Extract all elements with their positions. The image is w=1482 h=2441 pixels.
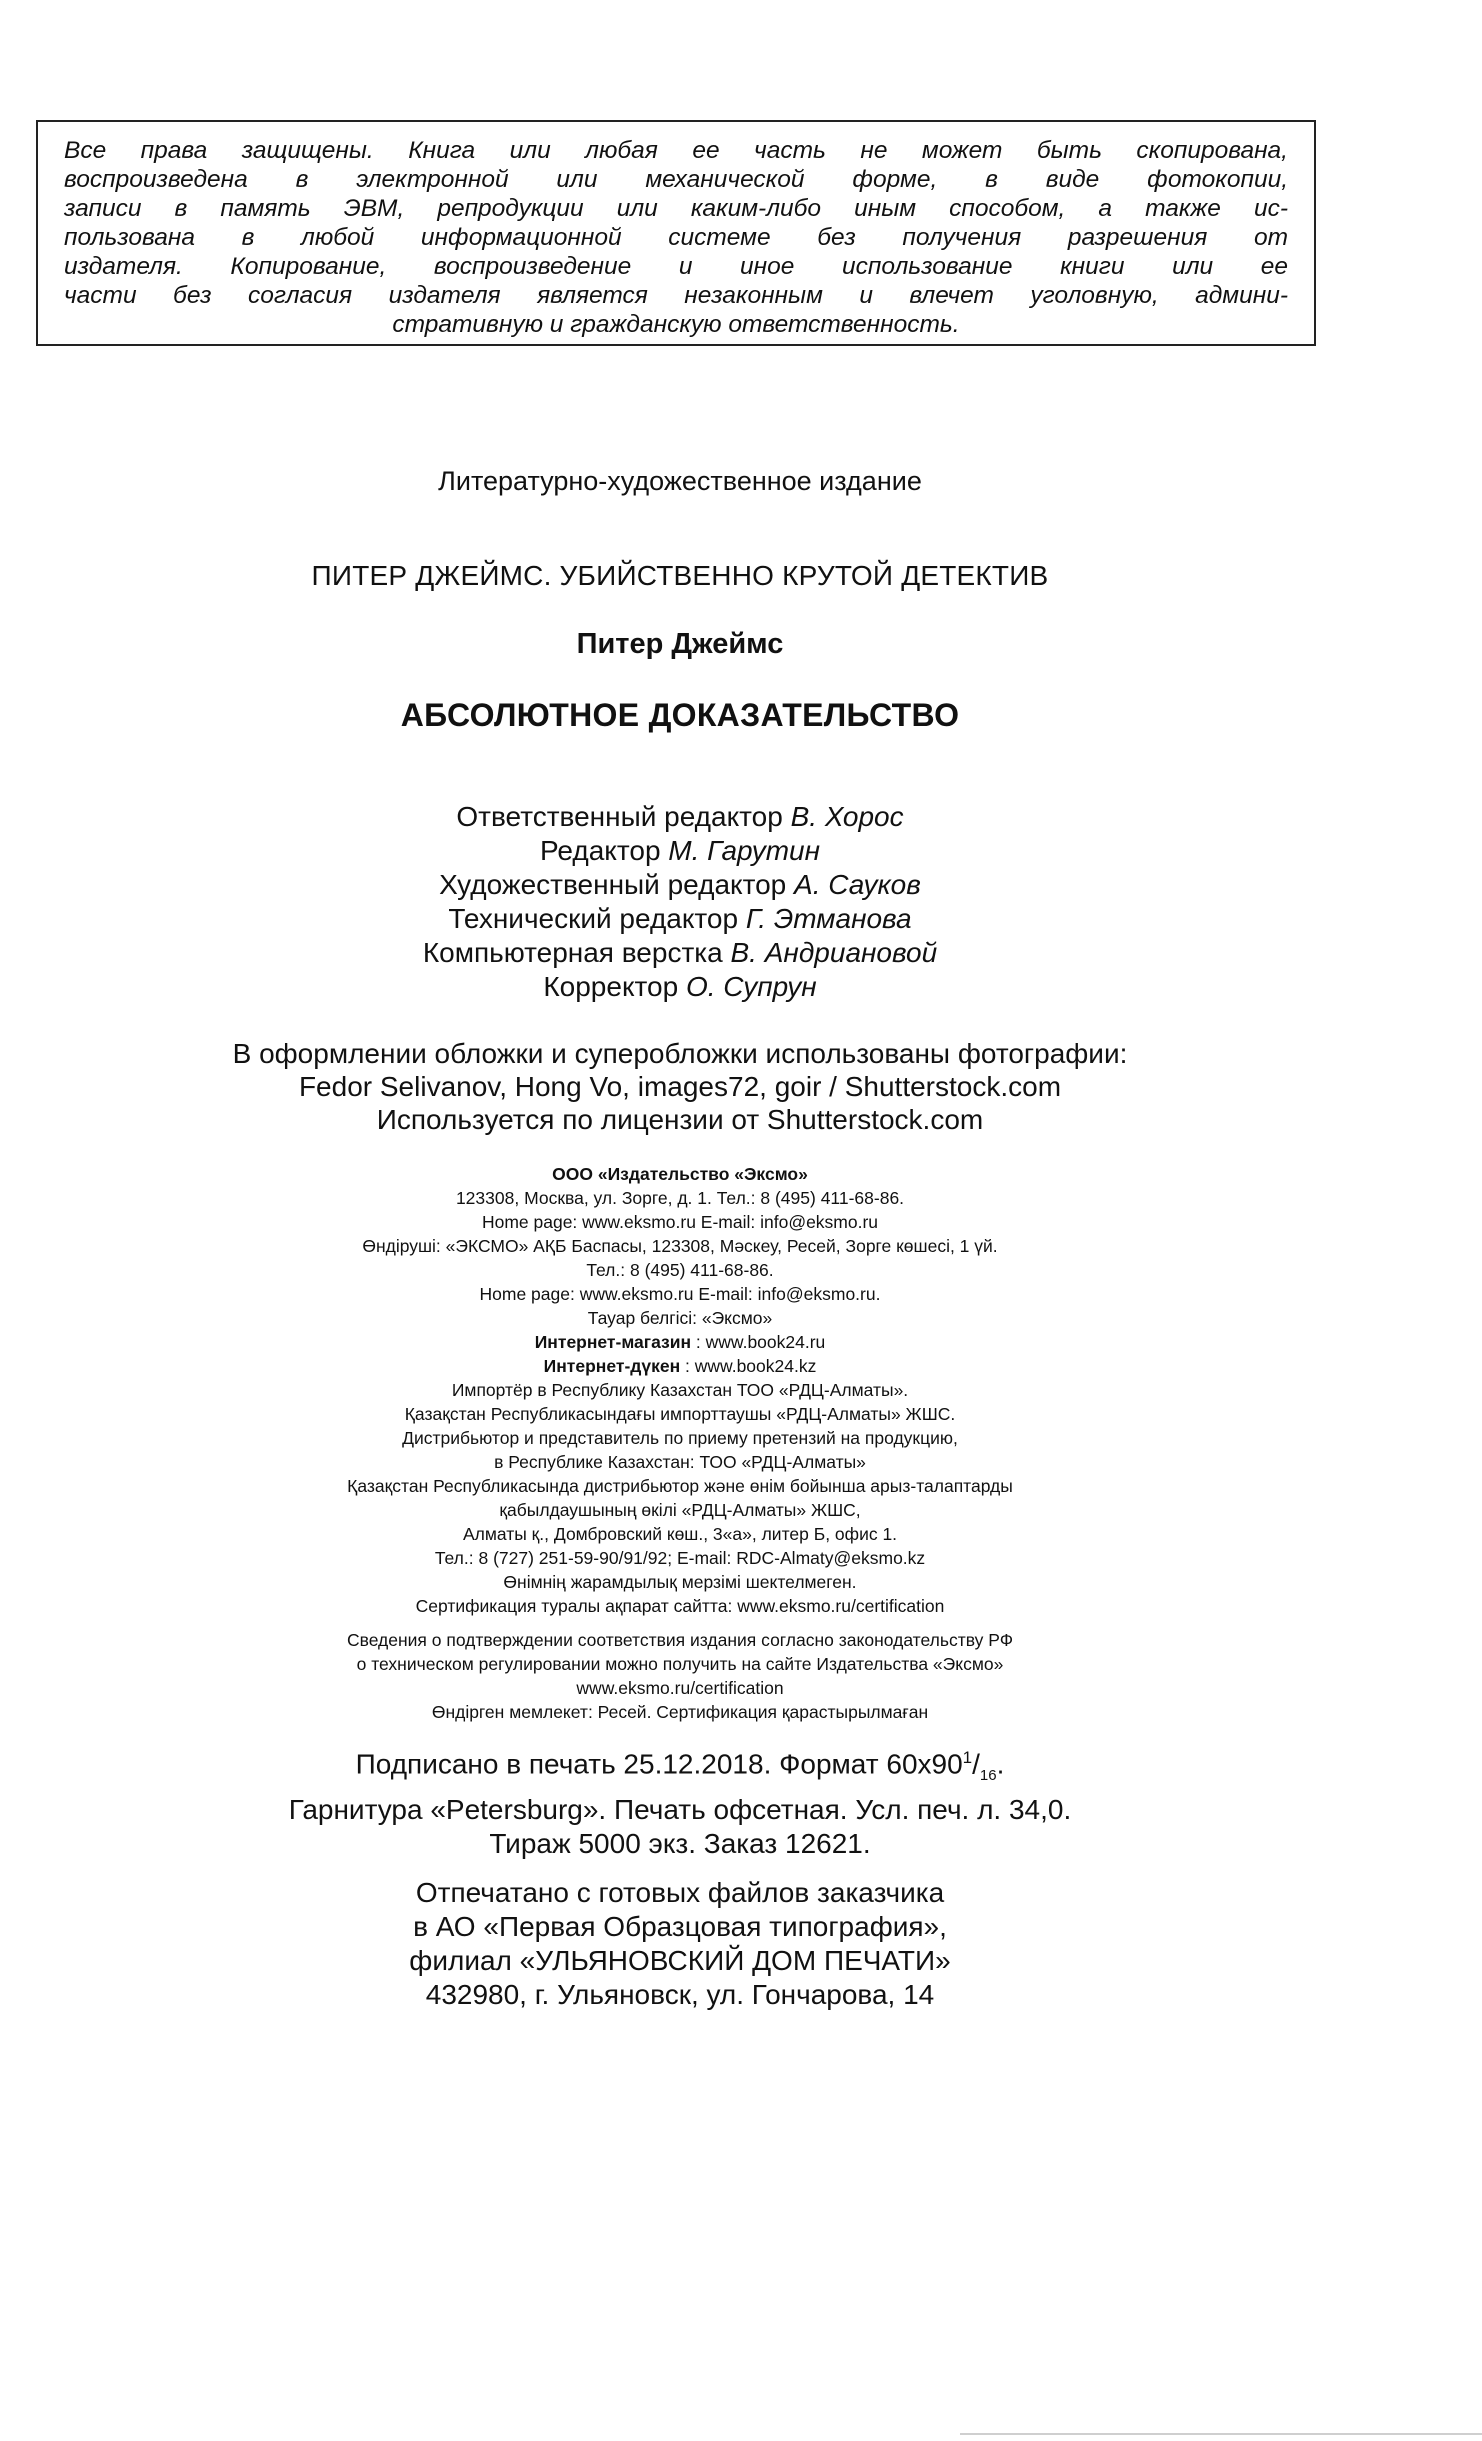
distributor: в Республике Казахстан: ТОО «РДЦ-Алматы» (494, 1452, 866, 1472)
distributor: Дистрибьютор и представитель по приему претензий на продукцию, (402, 1428, 958, 1448)
signed-to-print: Подписано в печать 25.12.2018. Формат $60х90^1/_{16}$. (355, 1748, 1005, 1784)
rights-line: издателя. Копирование, воспроизведение и иное использование книги или ее (64, 253, 1288, 280)
print-info (0, 1741, 1360, 1861)
credit-role: Компьютерная верстка (422, 937, 723, 968)
credit-name: В. Андриановой (730, 937, 938, 968)
kz-address: Алматы қ., Домбровский көш., 3«а», литер Б, офис 1. (462, 1524, 898, 1544)
credit-role: Ответственный редактор (456, 801, 783, 832)
rights-line: воспроизведена в электронной или механической форме, в виде фотокопии, (64, 166, 1288, 193)
credit-line (0, 970, 1360, 1004)
book-title: АБСОЛЮТНОЕ ДОКАЗАТЕЛЬСТВО (400, 697, 960, 733)
kz-web-email: Home page: www.eksmo.ru E-mail: info@eksmo.ru. (479, 1284, 881, 1304)
origin-country: Өндірген мемлекет: Ресей. Сертификация қарастырылмаған (431, 1702, 929, 1722)
photo-credits (0, 1037, 1360, 1136)
kz-distributor: Қазақстан Республикасында дистрибьютор және өнім бойынша арыз-талаптарды (347, 1476, 1013, 1496)
series-title: ПИТЕР ДЖЕЙМС. УБИЙСТВЕННО КРУТОЙ ДЕТЕКТИВ (311, 560, 1049, 591)
certification-kz: Сертификация туралы ақпарат сайтта: www.eksmo.ru/certification (415, 1596, 945, 1616)
credit-line (0, 936, 1360, 970)
typeface-info: Гарнитура «Petersburg». Печать офсетная. Усл. печ. л. 34,0. (288, 1793, 1072, 1825)
kz-importer: Қазақстан Республикасындағы импорттаушы «РДЦ-Алматы» ЖШС. (404, 1404, 956, 1424)
printer-line: в АО «Первая Образцовая типография», (413, 1911, 947, 1942)
printer-line: филиал «УЛЬЯНОВСКИЙ ДОМ ПЕЧАТИ» (409, 1945, 951, 1976)
publisher-address: 123308, Москва, ул. Зорге, д. 1. Тел.: 8 (495) 411-68-86. (455, 1188, 905, 1208)
rights-line: части без согласия издателя является незаконным и влечет уголовную, админи- (64, 282, 1288, 309)
conformity-info: Сведения о подтверждении соответствия издания согласно законодательству РФ (346, 1630, 1014, 1650)
printer-line: Отпечатано с готовых файлов заказчика (415, 1877, 945, 1908)
credit-role: Художественный редактор (439, 869, 787, 900)
credit-line (0, 800, 1360, 834)
trademark: Тауар белгісі: «Эксмо» (587, 1308, 773, 1328)
rights-line: стративную и гражданскую ответственность. (392, 311, 960, 338)
kz-contacts: Тел.: 8 (727) 251-59-90/91/92; E-mail: RDC-Almaty@eksmo.kz (434, 1548, 926, 1568)
credits-block (0, 800, 1360, 1004)
credit-role: Редактор (539, 835, 661, 866)
credit-name: М. Гарутин (668, 835, 820, 866)
credit-name: Г. Этманова (745, 903, 912, 934)
shelf-life: Өнімнің жарамдылық мерзімі шектелмеген. (503, 1572, 857, 1592)
credit-role: Корректор (543, 971, 679, 1002)
online-shop: Интернет-магазин : www.book24.ru (534, 1332, 826, 1352)
conformity-url: www.eksmo.ru/certification (576, 1678, 784, 1698)
photo-credits-line: Fedor Selivanov, Hong Vo, images72, goir / Shutterstock.com (298, 1071, 1062, 1102)
photo-credits-line: Используется по лицензии от Shutterstock.com (376, 1104, 984, 1135)
importer: Импортёр в Республику Казахстан ТОО «РДЦ-Алматы». (451, 1380, 909, 1400)
kz-distributor: қабылдаушының өкілі «РДЦ-Алматы» ЖШС, (499, 1500, 861, 1520)
rights-line: Все права защищены. Книга или любая ее часть не может быть скопирована, (64, 137, 1288, 164)
credit-name: А. Сауков (794, 869, 921, 900)
author-name: Питер Джеймс (576, 628, 784, 660)
edition-type: Литературно-художественное издание (438, 466, 922, 496)
credit-name: О. Супрун (685, 971, 817, 1002)
kz-producer: Өндіруші: «ЭКСМО» АҚБ Баспасы, 123308, Мәскеу, Ресей, Зорге көшесі, 1 үй. (362, 1236, 998, 1256)
conformity-info: о техническом регулировании можно получить на сайте Издательства «Эксмо» (356, 1654, 1004, 1674)
rights-line: пользована в любой информационной системе без получения разрешения от (64, 224, 1288, 251)
credit-line (0, 834, 1360, 868)
scan-edge-line (960, 2433, 1482, 2435)
kz-online-shop: Интернет-дүкен : www.book24.kz (543, 1356, 817, 1376)
credit-line (0, 902, 1360, 936)
kz-phone: Тел.: 8 (495) 411-68-86. (586, 1260, 774, 1280)
photo-credits-line: В оформлении обложки и суперобложки использованы фотографии: (232, 1038, 1128, 1069)
credit-name: В. Хорос (790, 801, 904, 832)
spacer (0, 1618, 1360, 1628)
printer-line: 432980, г. Ульяновск, ул. Гончарова, 14 (425, 1979, 935, 2010)
print-run: Тираж 5000 экз. Заказ 12621. (489, 1827, 871, 1859)
rights-line: записи в память ЭВМ, репродукции или каким-либо иным способом, а также ис- (64, 195, 1288, 222)
credit-role: Технический редактор (448, 903, 739, 934)
publisher-name: ООО «Издательство «Эксмо» (552, 1164, 808, 1184)
publisher-web-email: Home page: www.eksmo.ru E-mail: info@eksmo.ru (481, 1212, 879, 1232)
printer-info (0, 1876, 1360, 2012)
rights-notice-box (36, 120, 1316, 346)
publisher-info (0, 1162, 1360, 1724)
credit-line (0, 868, 1360, 902)
